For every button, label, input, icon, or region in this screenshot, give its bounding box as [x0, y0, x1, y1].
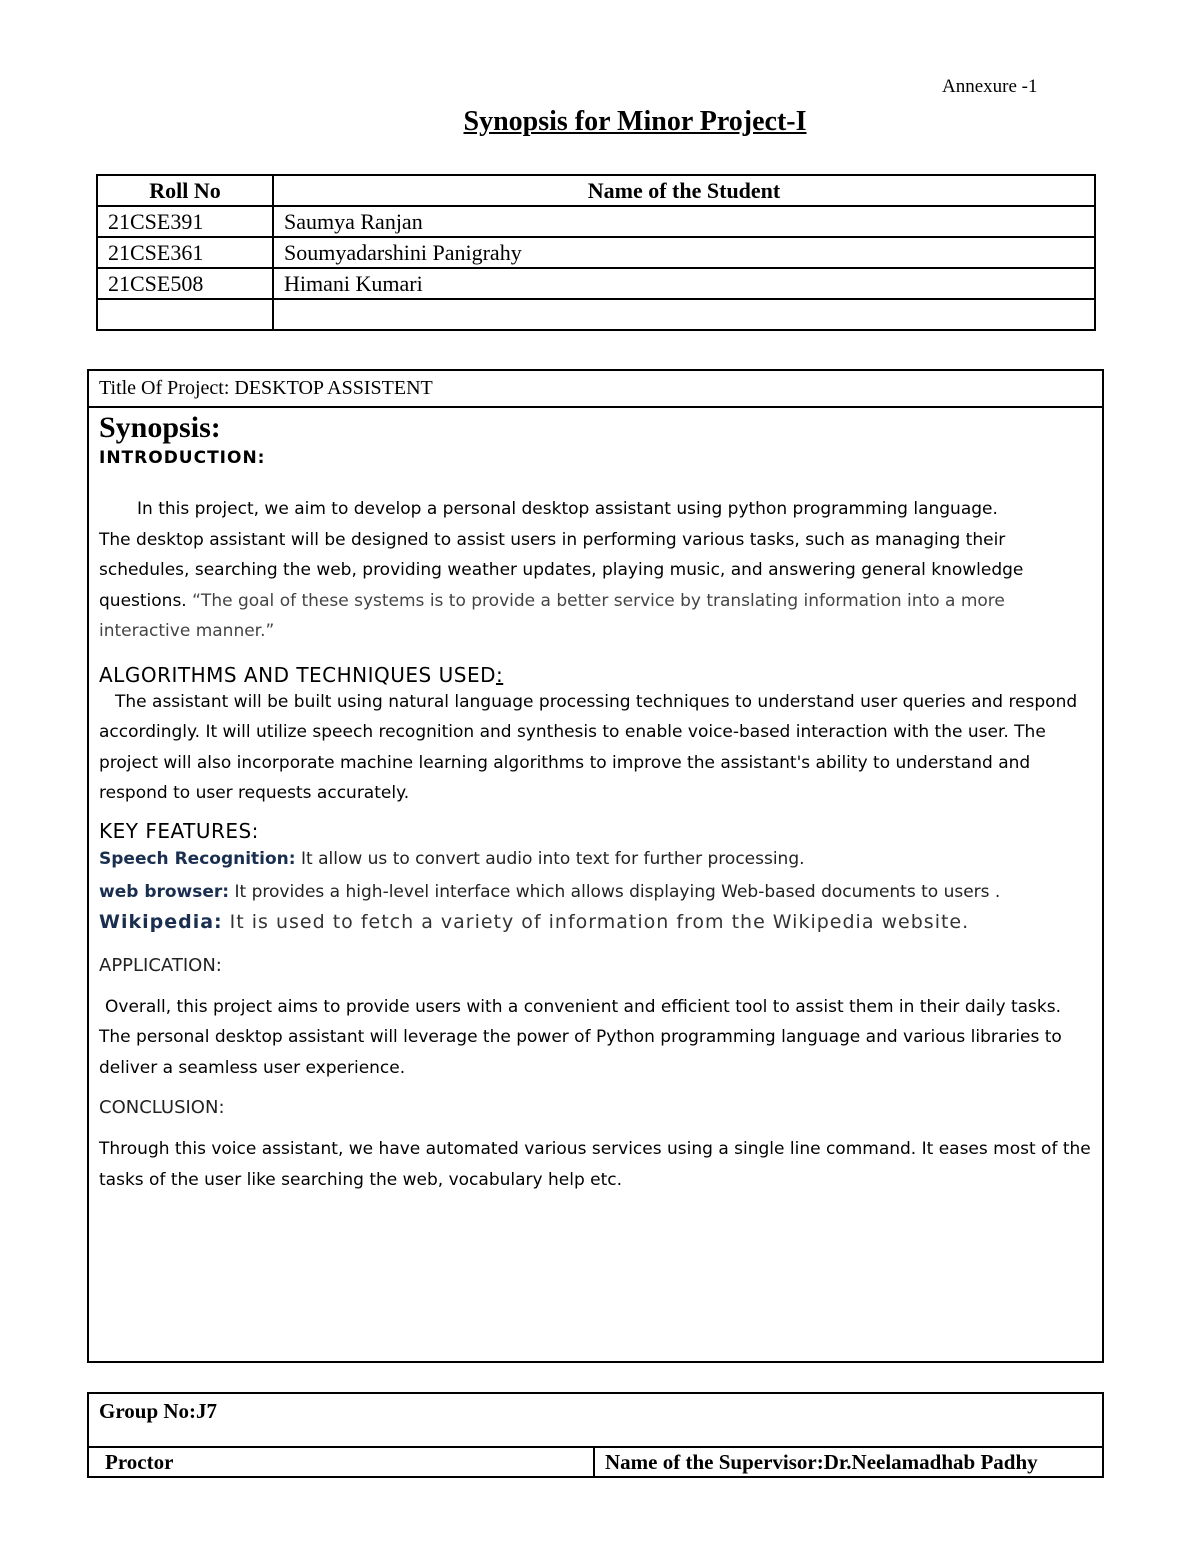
algorithms-paragraph [99, 687, 1092, 809]
roll-cell: 21CSE391 [97, 206, 273, 237]
roll-cell: 21CSE361 [97, 237, 273, 268]
introduction-paragraph [99, 494, 1092, 647]
feature-label: Wikipedia: [99, 910, 223, 933]
feature-text: It provides a high-level interface which allows displaying Web-based documents to users . [229, 881, 1001, 902]
algorithms-heading-text: ALGORITHMS AND TECHNIQUES USED [99, 662, 496, 687]
feature-label: Speech Recognition: [99, 848, 296, 869]
students-table [96, 174, 1096, 331]
roll-cell [97, 299, 273, 330]
table-row [97, 206, 1095, 237]
name-cell: Himani Kumari [273, 268, 1095, 299]
algorithms-heading [99, 663, 1092, 687]
key-features-heading: KEY FEATURES: [99, 818, 259, 843]
algorithms-text: The assistant will be built using natural language processing techniques to understand user queries and respond accordingly. It will utilize speech recognition and synthesis to enable voice-based interaction with the user. The project will also incorporate machine learning algorithms to improve the assistant's ability to understand and respond to user requests accurately. [99, 691, 1078, 803]
footer-box [87, 1392, 1104, 1478]
column-header-roll: Roll No [97, 175, 273, 206]
algorithms-heading-colon: : [495, 662, 504, 687]
feature-item [99, 843, 1092, 876]
synopsis-box [87, 369, 1104, 1363]
project-title: Title Of Project: DESKTOP ASSISTENT [89, 371, 1102, 408]
feature-item [99, 876, 1092, 909]
footer-bottom-row [89, 1448, 1102, 1476]
roll-cell: 21CSE508 [97, 268, 273, 299]
conclusion-heading: CONCLUSION: [99, 1097, 225, 1118]
intro-quote: “The goal of these systems is to provide a better service by translating information into a more interactive manner.” [99, 590, 1005, 641]
intro-text: The desktop assistant will be designed to assist users in performing various tasks, such as managing their schedules, searching the web, providing weather updates, playing music, and answering general knowledge questions. [99, 529, 1024, 611]
feature-item [99, 909, 1092, 935]
application-text: Overall, this project aims to provide users with a convenient and efficient tool to assist them in their daily tasks. The personal desktop assistant will leverage the power of Python programming language and various libraries to deliver a seamless user experience. [99, 996, 1062, 1078]
feature-text: It is used to fetch a variety of information from the Wikipedia website. [222, 910, 970, 933]
name-cell: Soumyadarshini Panigrahy [273, 237, 1095, 268]
group-number: Group No:J7 [89, 1394, 1102, 1448]
introduction-heading: INTRODUCTION: [99, 448, 266, 468]
synopsis-heading: Synopsis: [99, 411, 221, 444]
table-row [97, 268, 1095, 299]
column-header-name: Name of the Student [273, 175, 1095, 206]
supervisor-label: Name of the Supervisor:Dr.Neelamadhab Padhy [605, 1450, 1038, 1474]
page-title: Synopsis for Minor Project-I [463, 106, 807, 137]
application-heading: APPLICATION: [99, 954, 222, 976]
synopsis-body [89, 410, 1102, 1195]
feature-text: It allow us to convert audio into text for further processing. [295, 848, 805, 869]
annexure-label: Annexure -1 [942, 76, 1038, 97]
intro-first-line: In this project, we aim to develop a personal desktop assistant using python programming language. [137, 499, 998, 519]
table-header-row [97, 175, 1095, 206]
name-cell [273, 299, 1095, 330]
application-paragraph [99, 992, 1092, 1084]
name-cell: Saumya Ranjan [273, 206, 1095, 237]
conclusion-paragraph: Through this voice assistant, we have automated various services using a single line command. It eases most of the tasks of the user like searching the web, vocabulary help etc. [99, 1139, 1091, 1190]
proctor-label: Proctor [89, 1448, 595, 1476]
table-row [97, 237, 1095, 268]
table-row [97, 299, 1095, 330]
feature-label: web browser: [99, 881, 230, 902]
